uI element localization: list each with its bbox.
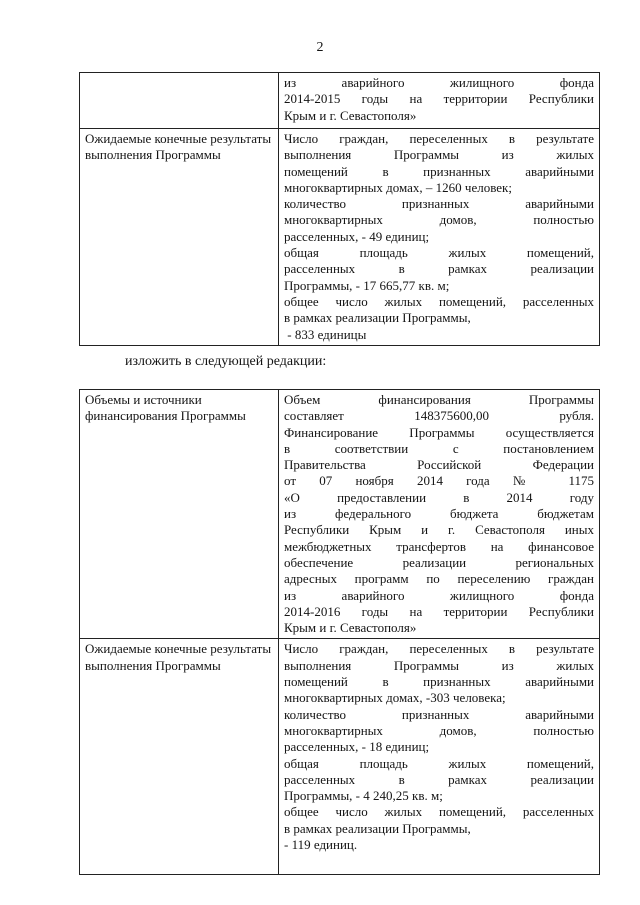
text-line: выполнения Программы из жилых <box>284 147 594 163</box>
text-line: в соответствии с постановлением <box>284 440 594 456</box>
text-line: многоквартирных домах, – 1260 человек; <box>284 179 512 195</box>
text-line: выполнения Программы из жилых <box>284 657 594 673</box>
text-line: из аварийного жилищного фонда <box>284 75 594 90</box>
text-line: расселенных, - 49 единиц; <box>284 228 430 244</box>
row-value-cell <box>279 73 600 129</box>
text-line: 2014-2016 годы на территории Республики <box>284 603 594 619</box>
text-line: количество признанных аварийными <box>284 706 594 722</box>
text-line: - 119 единиц. <box>284 837 358 853</box>
row-label-cell: Ожидаемые конечные результаты выполнения Программы <box>80 639 279 875</box>
text-line: многоквартирных домов, полностью <box>284 722 594 738</box>
text-line: в рамках реализации Программы, <box>284 310 471 326</box>
text-line: Число граждан, переселенных в результате <box>284 131 594 146</box>
text-line: Число граждан, переселенных в результате <box>284 641 594 657</box>
text-line: 2014-2015 годы на территории Республики <box>284 91 594 107</box>
text-line: помещений в признанных аварийными <box>284 163 594 179</box>
text-line: Крым и г. Севастополя» <box>284 620 417 636</box>
row-label-cell <box>80 73 279 129</box>
text-line: расселенных, - 18 единиц; <box>284 739 430 755</box>
text-line: общая площадь жилых помещений, <box>284 755 594 771</box>
text-line: Программы, - 4 240,25 кв. м; <box>284 788 443 804</box>
text-line: общая площадь жилых помещений, <box>284 245 594 261</box>
text-line: многоквартирных домов, полностью <box>284 212 594 228</box>
amendment-instruction: изложить в следующей редакции: <box>125 354 327 369</box>
text-line: Финансирование Программы осуществляется <box>284 424 594 440</box>
table-row <box>80 390 600 639</box>
page-number: 2 <box>316 40 324 55</box>
table-before-amendment <box>79 72 600 346</box>
text-line: помещений в признанных аварийными <box>284 674 594 690</box>
text-line: Правительства Российской Федерации <box>284 457 594 473</box>
text-line: адресных программ по переселению граждан <box>284 571 594 587</box>
text-line: Программы, - 17 665,77 кв. м; <box>284 277 450 293</box>
text-line: обеспечение реализации региональных <box>284 554 594 570</box>
text-line: составляет 148375600,00 рубля. <box>284 408 594 424</box>
row-value-cell <box>279 390 600 639</box>
text-line: расселенных в рамках реализации <box>284 771 594 787</box>
table-row <box>80 129 600 346</box>
text-line: из аварийного жилищного фонда <box>284 587 594 603</box>
text-line: многоквартирных домах, -303 человека; <box>284 690 506 706</box>
text-line: Крым и г. Севастополя» <box>284 107 417 123</box>
row-label-cell: Объемы и источники финансирования Программы <box>80 390 279 639</box>
table-after-amendment <box>79 389 600 875</box>
text-line: из федерального бюджета бюджетам <box>284 506 594 522</box>
text-line: в рамках реализации Программы, <box>284 820 471 836</box>
row-label-cell: Ожидаемые конечные результаты выполнения Программы <box>80 129 279 346</box>
text-line: - 833 единицы <box>284 326 367 342</box>
text-line: общее число жилых помещений, расселенных <box>284 804 594 820</box>
text-line: Объем финансирования Программы <box>284 392 594 407</box>
text-line: «О предоставлении в 2014 году <box>284 489 594 505</box>
row-value-cell <box>279 129 600 346</box>
text-line: от 07 ноября 2014 года № 1175 <box>284 473 594 489</box>
text-line: межбюджетных трансфертов на финансовое <box>284 538 594 554</box>
text-line: общее число жилых помещений, расселенных <box>284 293 594 309</box>
table-row <box>80 639 600 875</box>
text-line: расселенных в рамках реализации <box>284 261 594 277</box>
text-line: количество признанных аварийными <box>284 196 594 212</box>
table-row <box>80 73 600 129</box>
row-value-cell <box>279 639 600 875</box>
text-line: Республики Крым и г. Севастополя иных <box>284 522 594 538</box>
